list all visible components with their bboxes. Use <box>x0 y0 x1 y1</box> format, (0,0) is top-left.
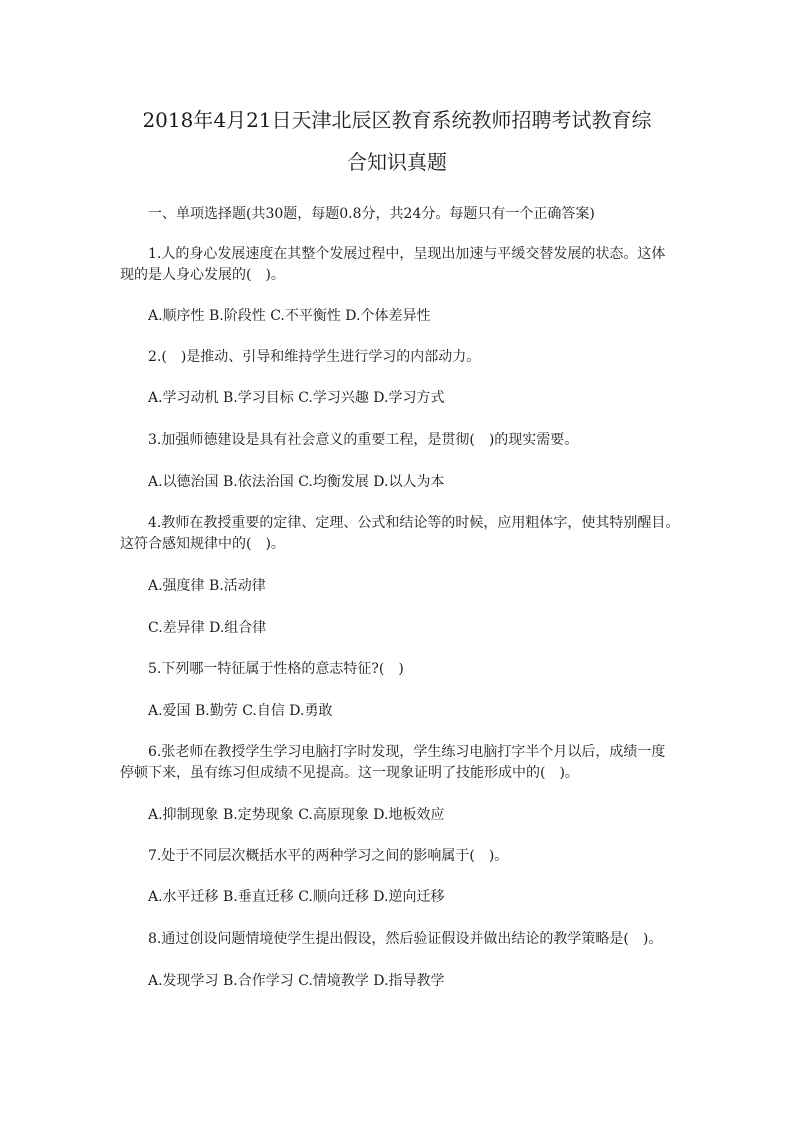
section-heading: 一、单项选择题(共30题，每题0.8分，共24分。每题只有一个正确答案) <box>148 206 595 222</box>
question-1-stem-line-2: 现的是人身心发展的( )。 <box>120 267 285 283</box>
question-3-stem: 3.加强师德建设是具有社会意义的重要工程，是贯彻( )的现实需要。 <box>148 432 579 448</box>
question-4-options-c-d: C.差异律 D.组合律 <box>148 620 267 636</box>
question-2-stem: 2.( )是推动、引导和维持学生进行学习的内部动力。 <box>148 349 481 365</box>
question-6-stem-line-2: 停顿下来，虽有练习但成绩不见提高。这一现象证明了技能形成中的( )。 <box>120 765 579 781</box>
document-title-line-2: 合知识真题 <box>347 150 447 174</box>
question-5-options: A.爱国 B.勤劳 C.自信 D.勇敢 <box>148 703 333 719</box>
question-2-options: A.学习动机 B.学习目标 C.学习兴趣 D.学习方式 <box>148 390 445 406</box>
question-8-stem: 8.通过创设问题情境使学生提出假设，然后验证假设并做出结论的教学策略是( )。 <box>148 931 663 947</box>
question-6-stem-line-1: 6.张老师在教授学生学习电脑打字时发现，学生练习电脑打字半个月以后，成绩一度 <box>148 744 666 760</box>
document-title-line-1: 2018年4月21日天津北辰区教育系统教师招聘考试教育综 <box>142 108 652 132</box>
question-4-stem-line-2: 这符合感知规律中的( )。 <box>120 536 285 552</box>
question-5-stem: 5.下列哪一特征属于性格的意志特征?( ) <box>148 661 404 677</box>
question-6-options: A.抑制现象 B.定势现象 C.高原现象 D.地板效应 <box>148 807 445 823</box>
question-4-options-a-b: A.强度律 B.活动律 <box>148 578 266 594</box>
question-8-options: A.发现学习 B.合作学习 C.情境教学 D.指导教学 <box>148 973 445 989</box>
question-7-options: A.水平迁移 B.垂直迁移 C.顺向迁移 D.逆向迁移 <box>148 889 445 905</box>
question-1-stem-line-1: 1.人的身心发展速度在其整个发展过程中，呈现出加速与平缓交替发展的状态。这体 <box>148 246 666 262</box>
question-7-stem: 7.处于不同层次概括水平的两种学习之间的影响属于( )。 <box>148 848 509 864</box>
question-3-options: A.以德治国 B.依法治国 C.均衡发展 D.以人为本 <box>148 474 445 490</box>
question-4-stem-line-1: 4.教师在教授重要的定律、定理、公式和结论等的时候，应用粗体字，使其特别醒目。 <box>148 515 680 531</box>
question-1-options: A.顺序性 B.阶段性 C.不平衡性 D.个体差异性 <box>148 308 431 324</box>
